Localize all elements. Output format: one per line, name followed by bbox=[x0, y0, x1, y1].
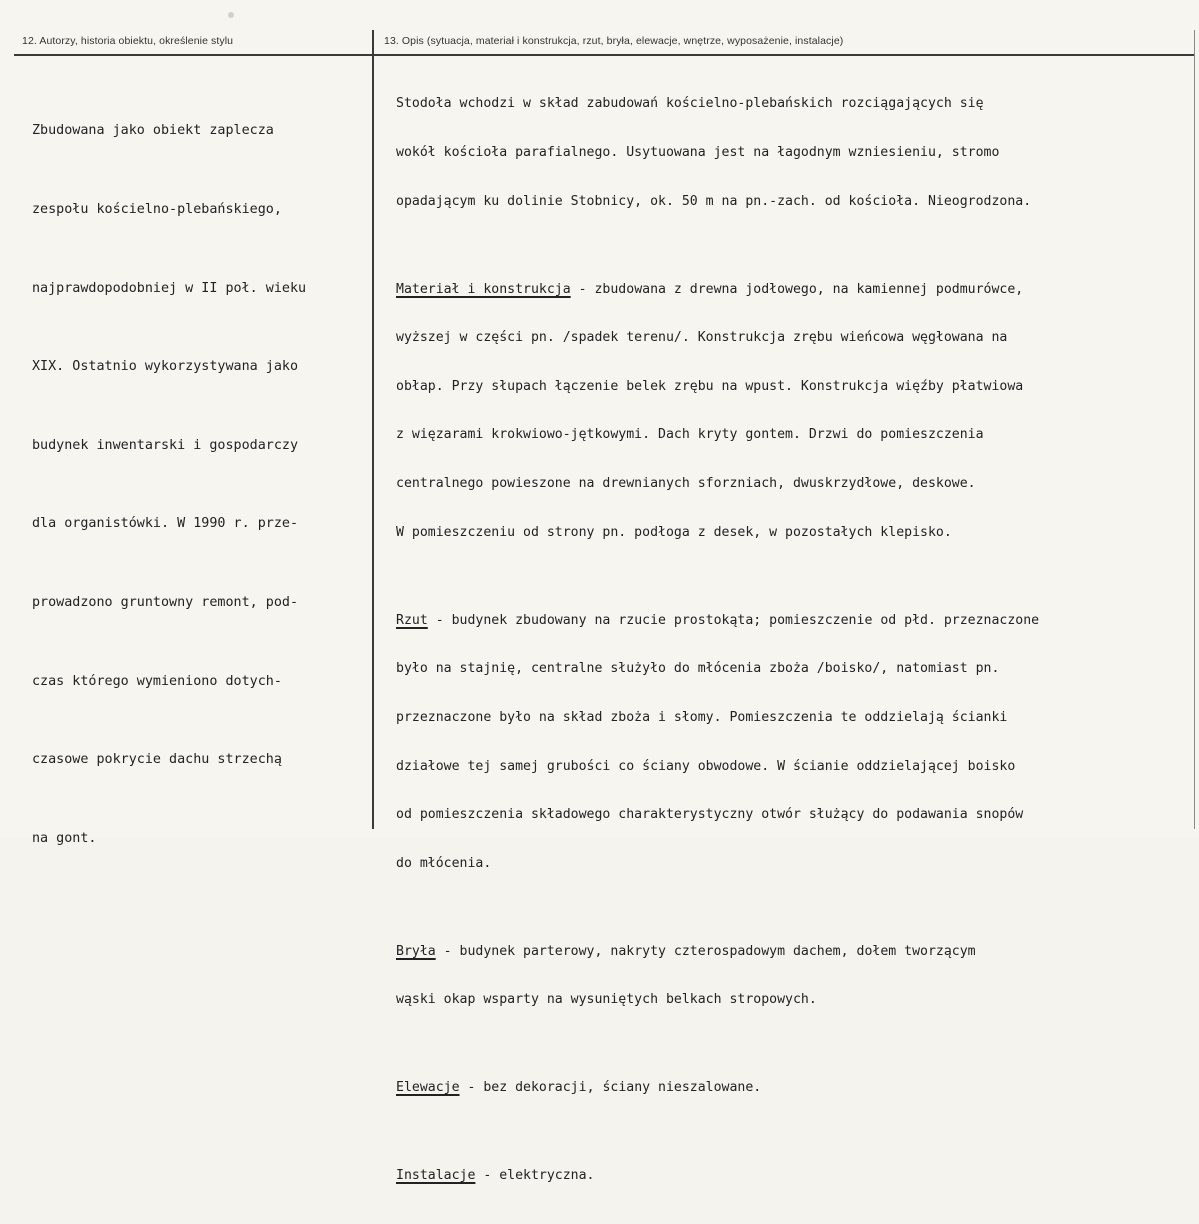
plan-heading: Rzut bbox=[396, 612, 428, 628]
installations-paragraph bbox=[396, 1136, 1186, 1217]
text-line: przeznaczone było na skład zboża i słomy. Pomieszczenia te oddzielają ścianki bbox=[396, 709, 1008, 725]
history-line: budynek inwentarski i gospodarczy bbox=[32, 437, 299, 453]
header-rule bbox=[14, 54, 1195, 56]
text-line: działowe tej samej grubości co ściany obwodowe. W ścianie oddzielającej boisko bbox=[396, 758, 1016, 774]
text-line: od pomieszczenia składowego charakterystyczny otwór służący do podawania snopów bbox=[396, 807, 1024, 823]
description-text bbox=[396, 64, 1186, 1224]
elevations-paragraph bbox=[396, 1048, 1186, 1129]
text-line: wąski okap wsparty na wysuniętych belkach stropowych. bbox=[396, 992, 817, 1008]
plan-paragraph bbox=[396, 580, 1186, 904]
section-12-header: 12. Autorzy, historia obiektu, określenie stylu bbox=[22, 35, 234, 47]
text-line: centralnego powieszone na drewnianych sforzniach, dwuskrzydłowe, deskowe. bbox=[396, 476, 976, 492]
text-line bbox=[396, 282, 1186, 298]
history-line: najprawdopodobniej w II poł. wieku bbox=[32, 280, 307, 296]
text-line: z więzarami krokwiowo-jętkowymi. Dach kryty gontem. Drzwi do pomieszczenia bbox=[396, 427, 984, 443]
text-line: było na stajnię, centralne służyło do młócenia zboża /boisko/, natomiast pn. bbox=[396, 661, 1000, 677]
text-line: wyższej w części pn. /spadek terenu/. Konstrukcja zrębu wieńcowa węgłowana na bbox=[396, 330, 1008, 346]
material-heading: Materiał i konstrukcja bbox=[396, 281, 571, 297]
situation-paragraph bbox=[396, 64, 1186, 242]
text-span: - zbudowana z drewna jodłowego, na kamiennej podmurówce, bbox=[570, 281, 1024, 297]
material-paragraph bbox=[396, 249, 1186, 573]
text-line: W pomieszczeniu od strony pn. podłoga z desek, w pozostałych klepisko. bbox=[396, 524, 952, 540]
form-paragraph bbox=[396, 911, 1186, 1041]
text-line bbox=[396, 1168, 1186, 1184]
text-line bbox=[396, 944, 1186, 960]
text-line: wokół kościoła parafialnego. Usytuowana jest na łagodnym wzniesieniu, stromo bbox=[396, 145, 1000, 161]
text-line bbox=[396, 1080, 1186, 1096]
section-13-header: 13. Opis (sytuacja, materiał i konstrukcja, rzut, bryła, elewacje, wnętrze, wyposażenie, instalacje) bbox=[384, 35, 844, 47]
text-line: opadającym ku dolinie Stobnicy, ok. 50 m na pn.-zach. od kościoła. Nieogrodzona. bbox=[396, 193, 1032, 209]
history-line: XIX. Ostatnio wykorzystywana jako bbox=[32, 359, 299, 375]
history-text bbox=[32, 66, 367, 905]
text-line bbox=[396, 613, 1186, 629]
text-span: - elektryczna. bbox=[475, 1168, 595, 1184]
history-line: dla organistówki. W 1990 r. prze- bbox=[32, 516, 299, 532]
history-line: prowadzono gruntowny remont, pod- bbox=[32, 595, 299, 611]
text-line: obłap. Przy słupach łączenie belek zrębu na wpust. Konstrukcja więźby płatwiowa bbox=[396, 378, 1024, 394]
history-line: na gont. bbox=[32, 830, 97, 846]
punch-mark bbox=[228, 12, 234, 18]
text-span: - bez dekoracji, ściany nieszalowane. bbox=[459, 1080, 762, 1096]
text-span: - budynek zbudowany na rzucie prostokąta; pomieszczenie od płd. przeznaczone bbox=[427, 612, 1040, 628]
elevations-heading: Elewacje bbox=[396, 1080, 460, 1096]
installations-heading: Instalacje bbox=[396, 1168, 476, 1184]
text-span: - budynek parterowy, nakryty czterospadowym dachem, dołem tworzącym bbox=[435, 943, 976, 959]
history-line: czas którego wymieniono dotych- bbox=[32, 673, 282, 689]
form-heading: Bryła bbox=[396, 943, 436, 959]
history-line: zespołu kościelno-plebańskiego, bbox=[32, 202, 282, 218]
text-line: Stodoła wchodzi w skład zabudowań kościelno-plebańskich rozciągających się bbox=[396, 96, 984, 112]
history-line: czasowe pokrycie dachu strzechą bbox=[32, 752, 282, 768]
column-divider bbox=[372, 30, 374, 829]
text-line: do młócenia. bbox=[396, 855, 492, 871]
history-line: Zbudowana jako obiekt zaplecza bbox=[32, 123, 274, 139]
card-edge bbox=[1194, 30, 1195, 829]
